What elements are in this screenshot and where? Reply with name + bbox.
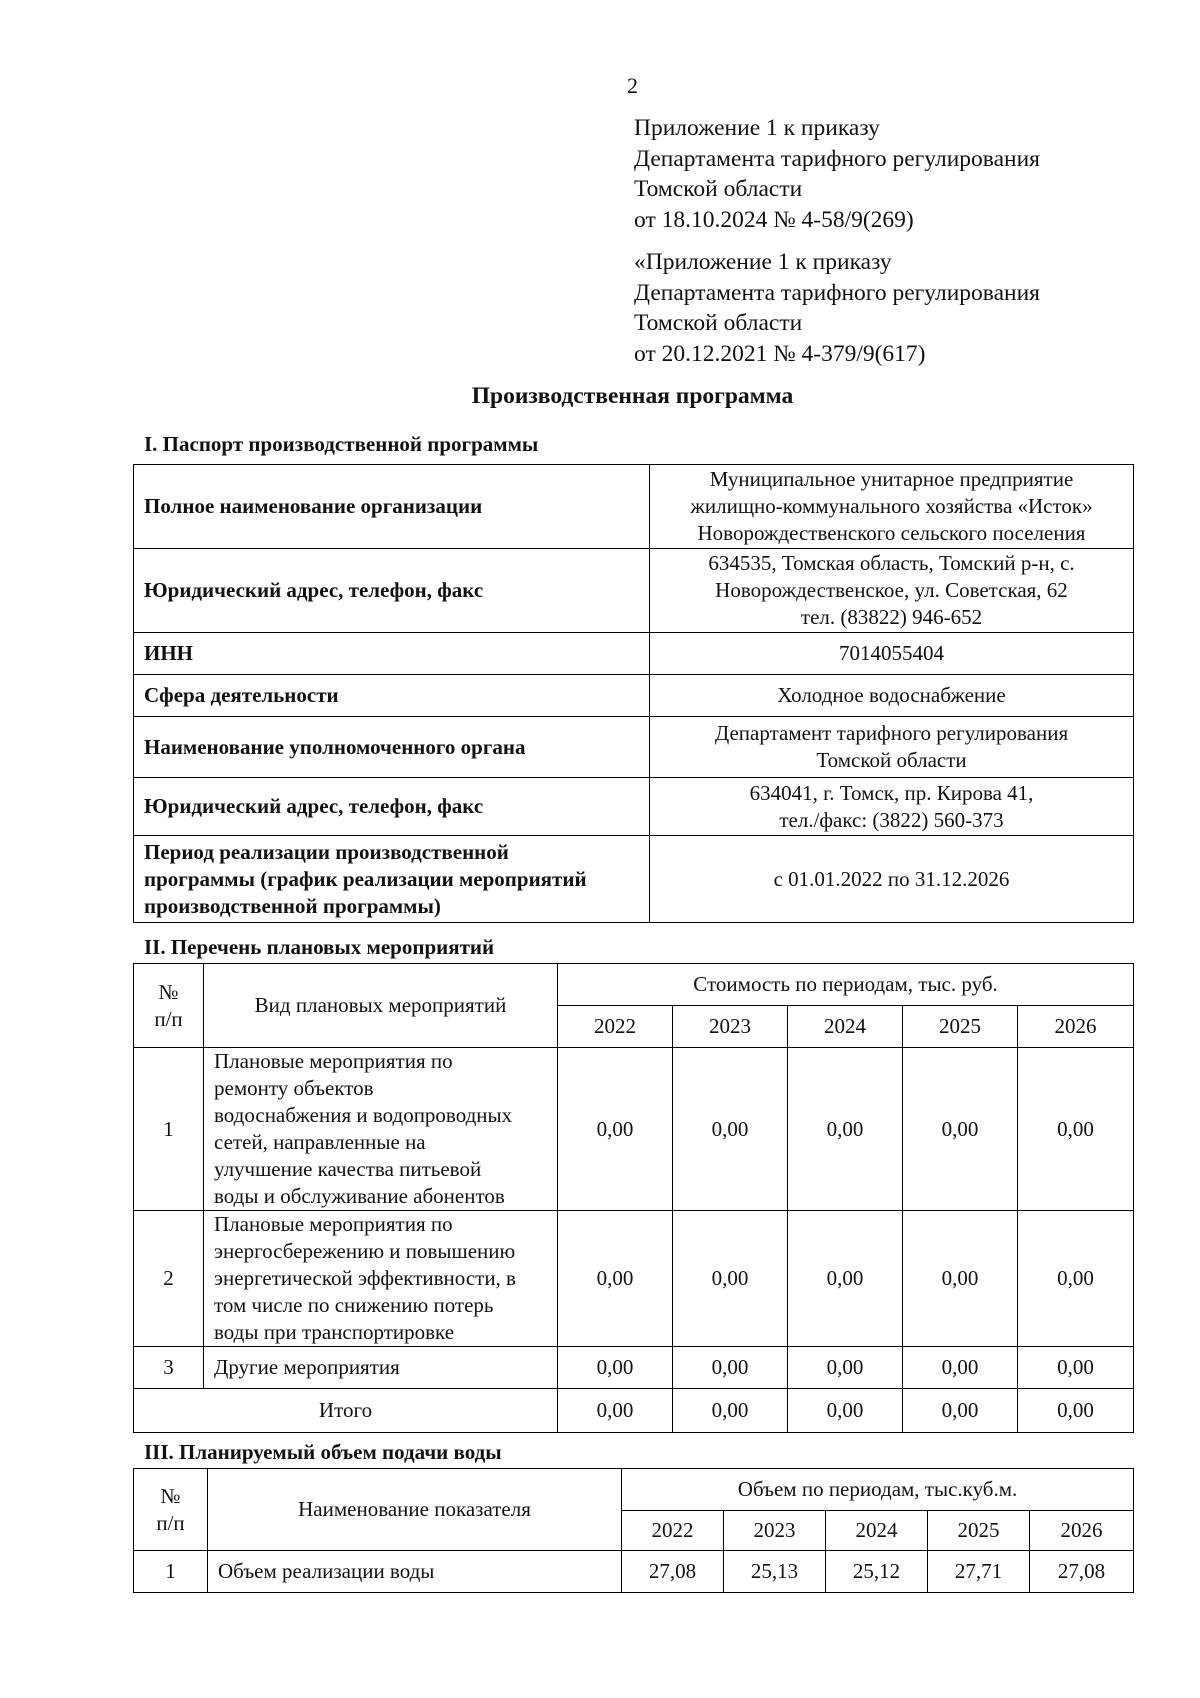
table-row bbox=[134, 633, 1134, 675]
appendix-line: Приложение 1 к приказу bbox=[634, 115, 880, 141]
table-row bbox=[134, 1347, 1134, 1389]
appendix-line: от 20.12.2021 № 4-379/9(617) bbox=[634, 340, 926, 367]
total-cell: 0,00 bbox=[788, 1389, 903, 1433]
year-header: 2023 bbox=[724, 1511, 826, 1551]
cost-cell: 0,00 bbox=[558, 1048, 673, 1211]
year-header: 2026 bbox=[1030, 1511, 1134, 1551]
cost-cell: 0,00 bbox=[903, 1347, 1018, 1389]
cost-cell: 0,00 bbox=[788, 1347, 903, 1389]
cost-cell: 0,00 bbox=[903, 1048, 1018, 1211]
passport-value: 7014055404 bbox=[650, 633, 1134, 675]
volume-cell: 27,71 bbox=[928, 1551, 1030, 1593]
appendix-line: Томской области bbox=[634, 176, 803, 202]
appendix-line: Департамента тарифного регулирования bbox=[634, 279, 1040, 306]
table-row bbox=[134, 465, 1134, 549]
appendix-header-original bbox=[634, 247, 1040, 369]
column-header-name: Вид плановых мероприятий bbox=[204, 964, 558, 1048]
indicator-name: Объем реализации воды bbox=[208, 1551, 622, 1593]
appendix-line: Департамента тарифного регулирования bbox=[634, 145, 1040, 172]
table-row bbox=[134, 675, 1134, 717]
passport-value: Муниципальное унитарное предприятие жилищно-коммунального хозяйства «Исток» Новорождественского сельского поселения bbox=[650, 465, 1134, 549]
section-1-title: I. Паспорт производственной программы bbox=[144, 432, 539, 456]
table-row bbox=[134, 549, 1134, 633]
table-header-row bbox=[134, 1469, 1134, 1511]
passport-key: ИНН bbox=[134, 633, 650, 675]
table-total-row bbox=[134, 1389, 1134, 1433]
appendix-line: Томской области bbox=[634, 310, 803, 336]
volume-cell: 27,08 bbox=[622, 1551, 724, 1593]
appendix-line: от 18.10.2024 № 4-58/9(269) bbox=[634, 206, 914, 233]
passport-value: Департамент тарифного регулирования Томской области bbox=[650, 717, 1134, 778]
column-header-number: № п/п bbox=[134, 1469, 208, 1551]
cost-cell: 0,00 bbox=[1018, 1347, 1134, 1389]
year-header: 2022 bbox=[622, 1511, 724, 1551]
cost-cell: 0,00 bbox=[673, 1211, 788, 1347]
appendix-line: «Приложение 1 к приказу bbox=[634, 249, 892, 275]
passport-value: Холодное водоснабжение bbox=[650, 675, 1134, 717]
cost-cell: 0,00 bbox=[673, 1347, 788, 1389]
row-number: 1 bbox=[134, 1551, 208, 1593]
passport-value: с 01.01.2022 по 31.12.2026 bbox=[650, 836, 1134, 923]
table-header-row bbox=[134, 964, 1134, 1006]
passport-value: 634041, г. Томск, пр. Кирова 41, тел./факс: (3822) 560-373 bbox=[650, 778, 1134, 836]
year-header: 2022 bbox=[558, 1006, 673, 1048]
volume-cell: 25,13 bbox=[724, 1551, 826, 1593]
volume-cell: 27,08 bbox=[1030, 1551, 1134, 1593]
year-header: 2023 bbox=[673, 1006, 788, 1048]
water-volume-table bbox=[133, 1468, 1134, 1593]
cost-cell: 0,00 bbox=[903, 1211, 1018, 1347]
section-3-title: III. Планируемый объем подачи воды bbox=[144, 1440, 502, 1464]
column-header-number: № п/п bbox=[134, 964, 204, 1048]
table-row bbox=[134, 717, 1134, 778]
table-row bbox=[134, 778, 1134, 836]
measure-name: Плановые мероприятия по энергосбережению и повышению энергетической эффективности, в том числе по снижению потерь воды при транспортировке bbox=[204, 1211, 558, 1347]
table-row bbox=[134, 1551, 1134, 1593]
passport-key: Юридический адрес, телефон, факс bbox=[134, 778, 650, 836]
table-row bbox=[134, 836, 1134, 923]
passport-key: Наименование уполномоченного органа bbox=[134, 717, 650, 778]
total-cell: 0,00 bbox=[558, 1389, 673, 1433]
passport-key: Сфера деятельности bbox=[134, 675, 650, 717]
passport-table bbox=[133, 464, 1134, 923]
column-header-volume: Объем по периодам, тыс.куб.м. bbox=[622, 1469, 1134, 1511]
table-row bbox=[134, 1211, 1134, 1347]
passport-value: 634535, Томская область, Томский р-н, с. Новорождественское, ул. Советская, 62 тел. (83822) 946-652 bbox=[650, 549, 1134, 633]
total-cell: 0,00 bbox=[673, 1389, 788, 1433]
year-header: 2024 bbox=[826, 1511, 928, 1551]
total-cell: 0,00 bbox=[1018, 1389, 1134, 1433]
passport-key: Период реализации производственной программы (график реализации мероприятий производственной программы) bbox=[134, 836, 650, 923]
measures-table bbox=[133, 963, 1134, 1433]
row-number: 2 bbox=[134, 1211, 204, 1347]
year-header: 2024 bbox=[788, 1006, 903, 1048]
cost-cell: 0,00 bbox=[788, 1048, 903, 1211]
cost-cell: 0,00 bbox=[558, 1211, 673, 1347]
row-number: 3 bbox=[134, 1347, 204, 1389]
total-cell: 0,00 bbox=[903, 1389, 1018, 1433]
appendix-header-current bbox=[634, 113, 1040, 235]
row-number: 1 bbox=[134, 1048, 204, 1211]
measure-name: Плановые мероприятия по ремонту объектов водоснабжения и водопроводных сетей, направленные на улучшение качества питьевой воды и обслуживание абонентов bbox=[204, 1048, 558, 1211]
column-header-name: Наименование показателя bbox=[208, 1469, 622, 1551]
table-row bbox=[134, 1048, 1134, 1211]
volume-cell: 25,12 bbox=[826, 1551, 928, 1593]
cost-cell: 0,00 bbox=[558, 1347, 673, 1389]
document-title: Производственная программа bbox=[471, 383, 794, 409]
passport-key: Юридический адрес, телефон, факс bbox=[134, 549, 650, 633]
total-label: Итого bbox=[134, 1389, 558, 1433]
column-header-cost: Стоимость по периодам, тыс. руб. bbox=[558, 964, 1134, 1006]
cost-cell: 0,00 bbox=[1018, 1211, 1134, 1347]
cost-cell: 0,00 bbox=[788, 1211, 903, 1347]
year-header: 2025 bbox=[928, 1511, 1030, 1551]
section-2-title: II. Перечень плановых мероприятий bbox=[144, 935, 495, 959]
year-header: 2026 bbox=[1018, 1006, 1134, 1048]
page-number: 2 bbox=[627, 73, 638, 98]
cost-cell: 0,00 bbox=[1018, 1048, 1134, 1211]
year-header: 2025 bbox=[903, 1006, 1018, 1048]
measure-name: Другие мероприятия bbox=[204, 1347, 558, 1389]
cost-cell: 0,00 bbox=[673, 1048, 788, 1211]
passport-key: Полное наименование организации bbox=[134, 465, 650, 549]
